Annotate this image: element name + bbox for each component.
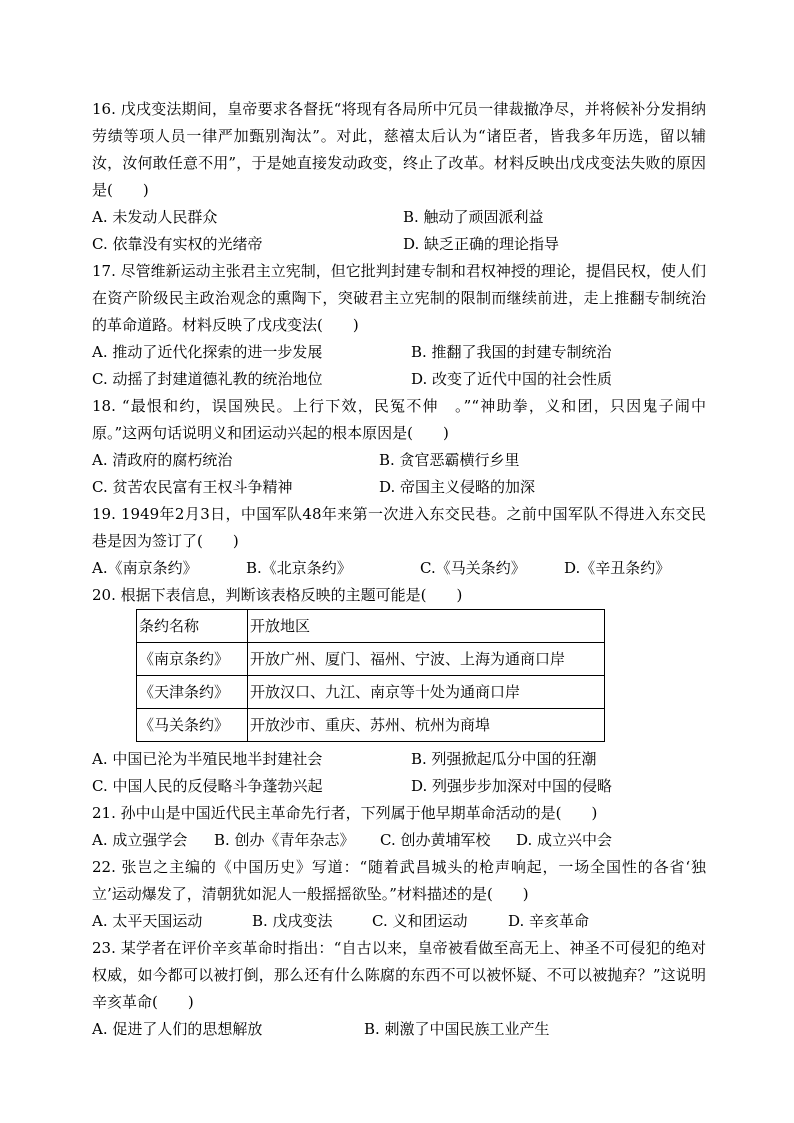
option-row [92,746,706,773]
option-b[interactable]: B.《北京条约》 [246,559,352,577]
question-page [92,96,706,1043]
table-cell: 《马关条约》 [137,709,248,742]
option-b[interactable]: B. 创办《青年杂志》 [214,831,355,849]
question-23 [92,935,706,1043]
question-stem: 20. 根据下表信息，判断该表格反映的主题可能是( ) [92,586,463,604]
option-a[interactable]: A. 推动了近代化探索的进一步发展 [92,343,323,361]
table-header-cell: 条约名称 [137,610,248,643]
option-b[interactable]: B. 戊戌变法 [252,912,333,930]
option-a[interactable]: A. 太平天国运动 [92,912,203,930]
question-stem: 17. 尽管维新运动主张君主立宪制，但它批判封建专制和君权神授的理论，提倡民权，使人们在资产阶级民主政治观念的熏陶下，突破君主立宪制的限制而继续前进，走上推翻专制统治的革命道路。材料反映了戊戌变法( ) [92,262,706,334]
question-stem: 23. 某学者在评价辛亥革命时指出：“自古以来，皇帝被看做至高无上、神圣不可侵犯的绝对权威，如今都可以被打倒，那么还有什么陈腐的东西不可以被怀疑、不可以被抛弃？”这说明辛亥革命( ) [92,939,706,1011]
option-b[interactable]: B. 推翻了我国的封建专制统治 [411,343,612,361]
option-c[interactable]: C. 中国人民的反侵略斗争蓬勃兴起 [92,777,323,795]
table-row [137,643,605,676]
option-a[interactable]: A. 中国已沦为半殖民地半封建社会 [92,750,323,768]
option-c[interactable]: C. 创办黄埔军校 [380,831,491,849]
option-d[interactable]: D. 缺乏正确的理论指导 [403,235,560,253]
question-19 [92,501,706,582]
option-row [92,447,706,474]
table-cell: 《南京条约》 [137,643,248,676]
question-22 [92,854,706,935]
table-row [137,709,605,742]
table-cell: 开放广州、厦门、福州、宁波、上海为通商口岸 [248,643,605,676]
option-d[interactable]: D.《辛丑条约》 [564,559,671,577]
option-c[interactable]: C. 动摇了封建道德礼教的统治地位 [92,370,323,388]
table-header-cell: 开放地区 [248,610,605,643]
option-a[interactable]: A. 清政府的腐朽统治 [92,451,233,469]
question-stem: 22. 张岂之主编的《中国历史》写道：“随着武昌城头的枪声响起，一场全国性的各省‘独立’运动爆发了，清朝犹如泥人一般摇摇欲坠。”材料描述的是( ) [92,858,706,903]
option-d[interactable]: D. 列强步步加深对中国的侵略 [411,777,613,795]
table-cell: 开放沙市、重庆、苏州、杭州为商埠 [248,709,605,742]
option-d[interactable]: D. 改变了近代中国的社会性质 [411,370,613,388]
option-c[interactable]: C. 贫苦农民富有王权斗争精神 [92,478,293,496]
option-d[interactable]: D. 成立兴中会 [516,831,613,849]
option-row [92,773,706,800]
table-header-row [137,610,605,643]
question-stem: 16. 戊戌变法期间，皇帝要求各督抚“将现有各局所中冗员一律裁撤净尽，并将候补分发捐纳劳绩等项人员一律严加甄别淘汰”。对此，慈禧太后认为“诸臣者，皆我多年历选，留以辅汝，汝何敢任意不用”，于是她直接发动政变，终止了改革。材料反映出戊戌变法失败的原因是( ) [92,100,706,199]
option-row [92,827,706,854]
question-20 [92,582,706,800]
table-row [137,676,605,709]
option-b[interactable]: B. 刺激了中国民族工业产生 [364,1020,550,1038]
question-stem: 21. 孙中山是中国近代民主革命先行者，下列属于他早期革命活动的是( ) [92,804,598,822]
treaty-table [136,609,605,742]
question-stem: 18. “最恨和约，误国殃民。上行下效，民冤不伸 。”“神助拳，义和团，只因鬼子闹中原。”这两句话说明义和团运动兴起的根本原因是( ) [92,397,706,442]
option-row [92,204,706,231]
option-a[interactable]: A. 未发动人民群众 [92,208,218,226]
option-d[interactable]: D. 辛亥革命 [508,912,590,930]
option-b[interactable]: B. 列强掀起瓜分中国的狂潮 [411,750,597,768]
table-cell: 《天津条约》 [137,676,248,709]
option-b[interactable]: B. 触动了顽固派利益 [403,208,544,226]
option-row [92,366,706,393]
question-18 [92,393,706,501]
option-row [92,1016,706,1043]
option-row [92,474,706,501]
question-21 [92,800,706,854]
option-c[interactable]: C.《马关条约》 [420,559,526,577]
option-row [92,339,706,366]
option-row [92,555,706,582]
option-row [92,908,706,935]
option-a[interactable]: A. 成立强学会 [92,831,188,849]
question-16 [92,96,706,258]
question-17 [92,258,706,393]
option-a[interactable]: A. 促进了人们的思想解放 [92,1020,263,1038]
option-d[interactable]: D. 帝国主义侵略的加深 [379,478,536,496]
option-row [92,231,706,258]
question-stem: 19. 1949年2月3日，中国军队48年来第一次进入东交民巷。之前中国军队不得进入东交民巷是因为签订了( ) [92,505,706,550]
option-c[interactable]: C. 义和团运动 [372,912,468,930]
table-cell: 开放汉口、九江、南京等十处为通商口岸 [248,676,605,709]
option-b[interactable]: B. 贪官恶霸横行乡里 [379,451,520,469]
option-c[interactable]: C. 依靠没有实权的光绪帝 [92,235,263,253]
option-a[interactable]: A.《南京条约》 [92,559,198,577]
